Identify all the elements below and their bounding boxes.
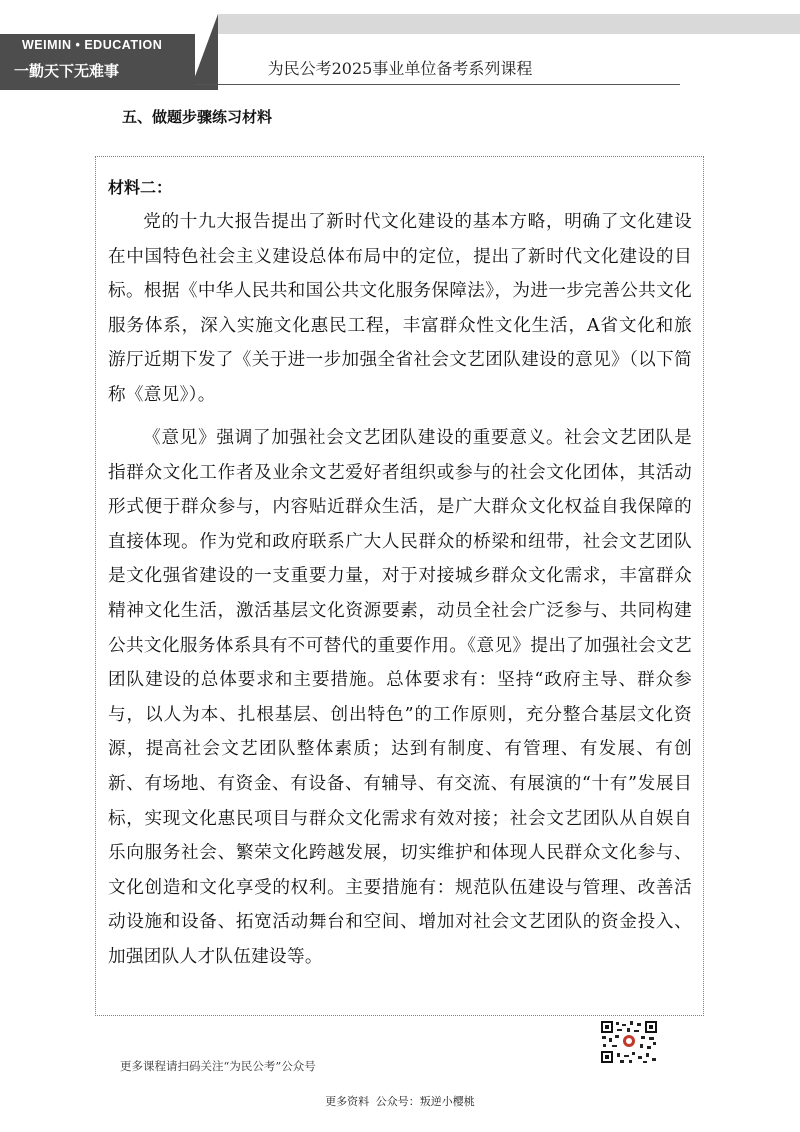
brand-name: WEIMIN • EDUCATION: [22, 38, 163, 52]
qr-follow-note: 更多课程请扫码关注“为民公考”公众号: [120, 1059, 316, 1073]
brand-logo: [0, 34, 195, 90]
material-paragraph-1: 党的十九大报告提出了新时代文化建设的基本方略，明确了文化建设在中国特色社会主义建设总体布局中的定位，提出了新时代文化建设的目标。根据《中华人民共和国公共文化服务保障法》，为进一步完善公共文化服务体系，深入实施文化惠民工程，丰富群众性文化生活，A省文化和旅游厅近期下发了《关于进一步加强全省社会文艺团队建设的意见》（以下简称《意见》）。: [108, 212, 692, 405]
bottom-credit: 更多资料 公众号：叛逆小樱桃: [325, 1095, 475, 1108]
material-paragraph-2: 《意见》强调了加强社会文艺团队建设的重要意义。社会文艺团队是指群众文化工作者及业余文艺爱好者组织或参与的社会文化团体，其活动形式便于群众参与，内容贴近群众生活，是广大群众文化权益自我保障的直接体现。作为党和政府联系广大人民群众的桥梁和纽带，社会文艺团队是文化强省建设的一支重要力量，对于对接城乡群众文化需求，丰富群众精神文化生活，激活基层文化资源要素，动员全社会广泛参与、共同构建公共文化服务体系具有不可替代的重要作用。《意见》提出了加强社会文艺团队建设的总体要求和主要措施。总体要求有：坚持“政府主导、群众参与，以人为本、扎根基层、创出特色”的工作原则，充分整合基层文化资源，提高社会文艺团队整体素质；达到有制度、有管理、有发展、有创新、有场地、有资金、有设备、有辅导、有交流、有展演的“十有”发展目标，实现文化惠民项目与群众文化需求有效对接；社会文艺团队从自娱自乐向服务社会、繁荣文化跨越发展，切实维护和体现人民群众文化参与、文化创造和文化享受的权利。主要措施有：规范队伍建设与管理、改善活动设施和设备、拓宽活动舞台和空间、增加对社会文艺团队的资金投入、加强团队人才队伍建设等。: [108, 428, 692, 967]
material-box: [95, 156, 704, 1016]
header-divider: [195, 84, 680, 85]
qr-code-icon: [600, 1020, 658, 1064]
brand-slogan: 一勤天下无难事: [14, 62, 120, 80]
material-title: 材料二：: [108, 178, 173, 197]
header-band: [218, 14, 800, 34]
page-header-title: 为民公考2025事业单位备考系列课程: [267, 59, 533, 78]
section-heading: 五、做题步骤练习材料: [122, 108, 273, 126]
